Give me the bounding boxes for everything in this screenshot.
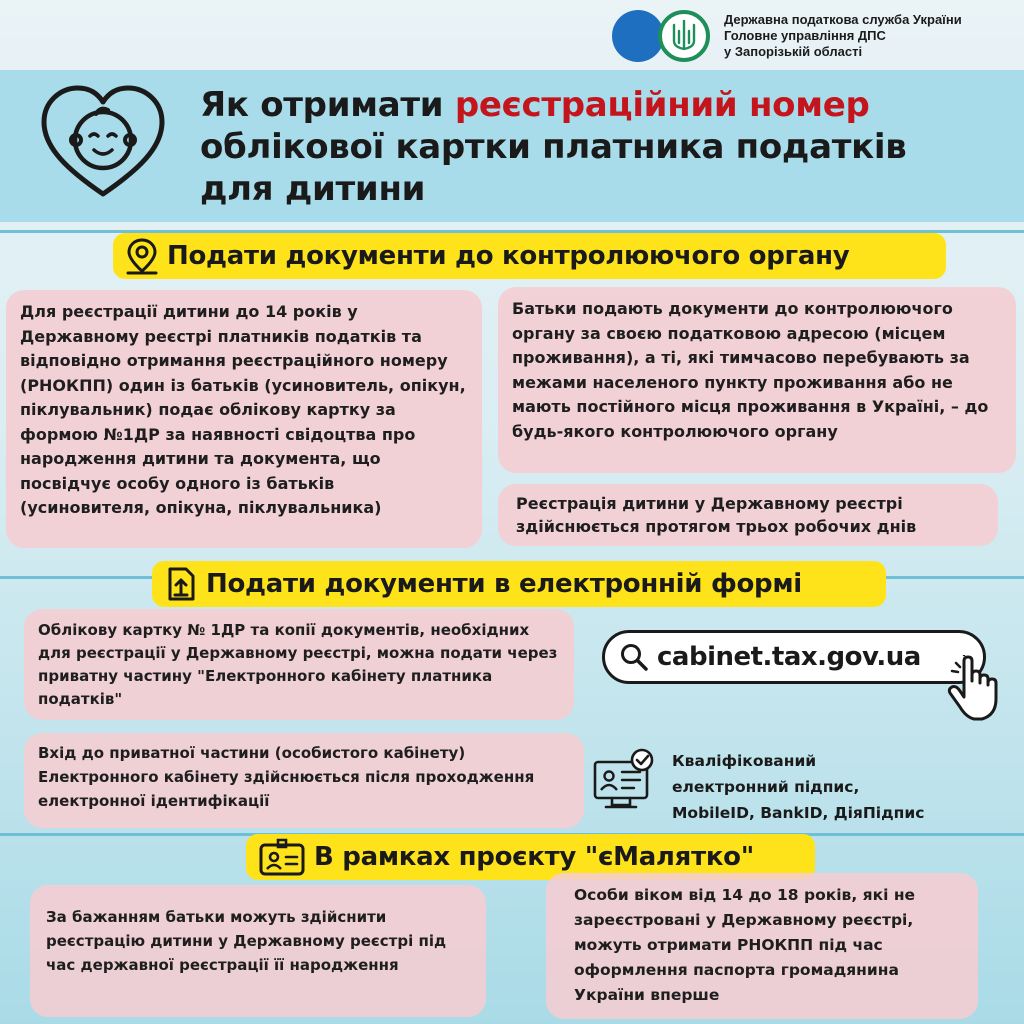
section-heading-office-text: Подати документи до контролюючого органу: [167, 241, 850, 271]
cabinet-url-text: cabinet.tax.gov.ua: [657, 642, 921, 672]
baby-heart-icon: [38, 82, 168, 202]
org-name-line2: Головне управління ДПС: [724, 28, 886, 43]
org-name: [724, 12, 1020, 60]
search-icon: [619, 642, 649, 672]
info-card-birth-registration: За бажанням батьки можуть здійснити реєстрацію дитини у Державному реєстрі під час державної реєстрації її народження: [30, 885, 486, 1017]
page-title: [200, 84, 1020, 210]
digital-signature-icon: [592, 748, 658, 810]
info-card-identification: Вхід до приватної частини (особистого кабінету) Електронного кабінету здійснюється після проходження електронної ідентифікації: [24, 733, 584, 828]
signature-methods: [672, 748, 1012, 826]
section-heading-emalyatko-text: В рамках проєкту "єМалятко": [314, 842, 754, 872]
title-highlight: реєстраційний номер: [454, 85, 870, 125]
section-heading-office: [113, 233, 946, 279]
section-heading-electronic: [152, 561, 886, 607]
dps-logo-icon: [612, 10, 664, 62]
signature-line2: електронний підпис,: [672, 778, 860, 796]
trident-emblem-icon: [658, 10, 710, 62]
title-line3: для дитини: [200, 169, 426, 209]
upload-document-icon: [164, 566, 198, 602]
id-badge-icon: [258, 837, 306, 877]
cabinet-url-link[interactable]: [602, 630, 986, 684]
section-heading-electronic-text: Подати документи в електронній формі: [206, 569, 802, 599]
title-line2: облікової картки платника податків: [200, 127, 907, 167]
title-part1: Як отримати: [200, 85, 455, 125]
signature-line1: Кваліфікований: [672, 752, 817, 770]
info-card-registration: Для реєстрації дитини до 14 років у Державному реєстрі платників податків та відповідно отримання реєстраційного номеру (РНОКПП) один із батьків (усиновитель, опікун, піклувальник) подає облікову картку за формою №1ДР за наявності свідоцтва про народження дитини та документа, що посвідчує особу одного із батьків (усиновителя, опікуна, піклувальника): [6, 290, 482, 548]
org-name-line1: Державна податкова служба України: [724, 12, 962, 27]
map-pin-icon: [125, 237, 159, 275]
info-card-timing: Реєстрація дитини у Державному реєстрі здійснюється протягом трьох робочих днів: [498, 484, 998, 546]
info-card-passport: Особи віком від 14 до 18 років, які не зареєстровані у Державному реєстрі, можуть отримати РНОКПП під час оформлення паспорта громадянина України вперше: [546, 873, 978, 1019]
org-name-line3: у Запорізькій області: [724, 44, 863, 59]
pointer-hand-icon: [942, 655, 1018, 723]
org-header: [610, 8, 1020, 64]
info-card-address: Батьки подають документи до контролюючого органу за своєю податковою адресою (місцем проживання), а ті, які тимчасово перебувають за межами населеного пункту проживання або не мають постійного місця проживання в Україні, – до будь-якого контролюючого органу: [498, 287, 1016, 473]
info-card-cabinet: Облікову картку № 1ДР та копії документів, необхідних для реєстрації у Державному реєстрі, можна подати через приватну частину "Електронного кабінету платника податків": [24, 609, 574, 720]
signature-line3: MobileID, BankID, ДіяПідпис: [672, 804, 925, 822]
